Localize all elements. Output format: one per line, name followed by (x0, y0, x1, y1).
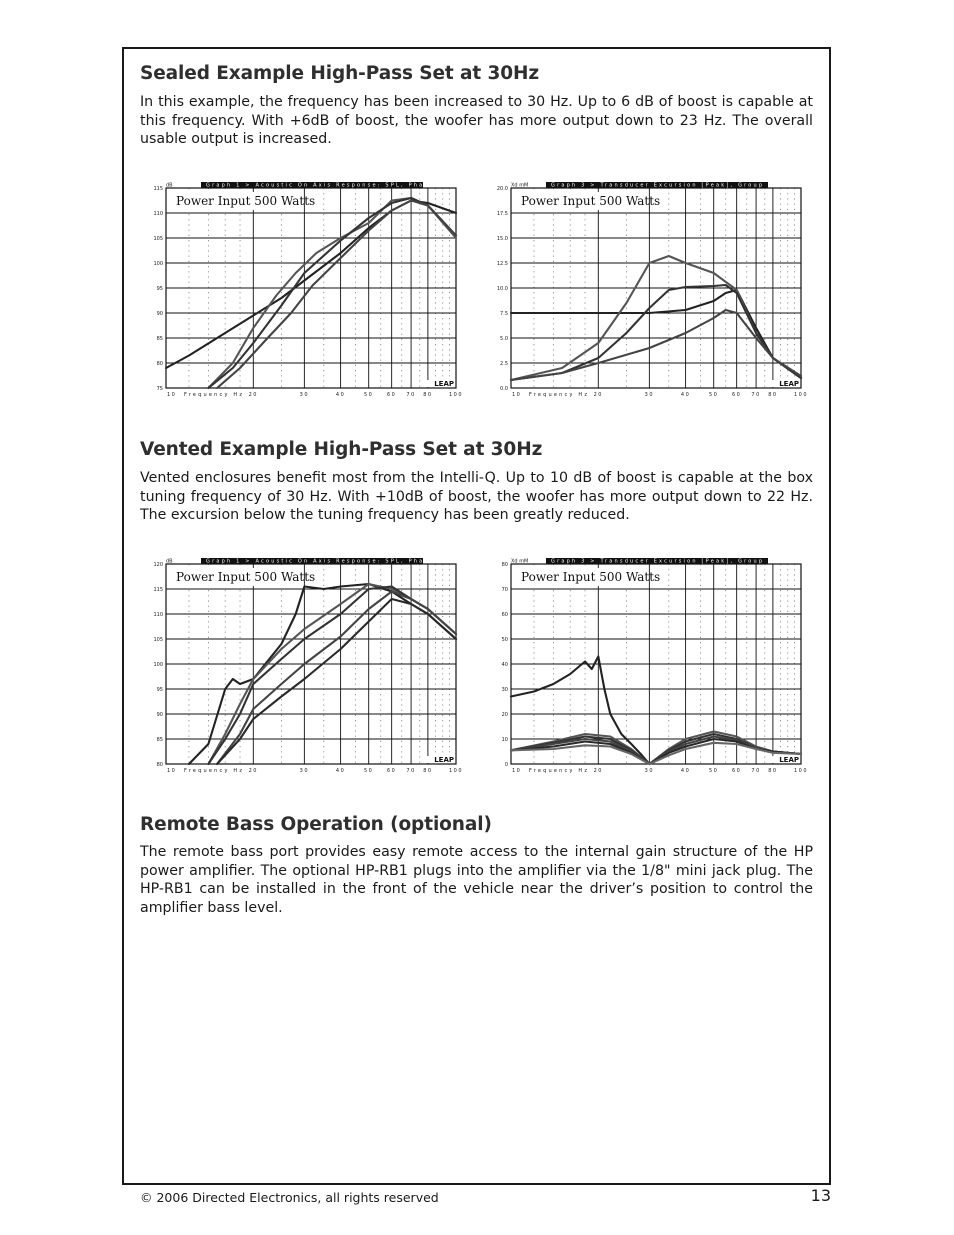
x-tick-label: 30 (644, 768, 655, 774)
chart-sealed-excursion (483, 178, 813, 400)
x-tick-label: 80 (423, 768, 433, 774)
y-tick-label: 85 (156, 336, 163, 342)
y-tick-label: 70 (501, 587, 508, 593)
y-tick-label: 100 (153, 261, 163, 267)
y-tick-label: 75 (156, 386, 163, 392)
chart-sealed-spl (138, 178, 468, 400)
annotation-text: Power Input 500 Watts (521, 194, 661, 208)
x-tick-label: 70 (751, 392, 761, 398)
y-tick-label: 90 (156, 311, 163, 317)
x-axis-label: Frequency Hz (529, 768, 590, 774)
y-tick-label: 80 (156, 762, 163, 768)
x-tick-label: 50 (709, 392, 719, 398)
y-tick-label: 110 (153, 211, 163, 217)
x-tick-label: 40 (680, 392, 691, 398)
y-tick-label: 10 (501, 737, 508, 743)
x-tick-label: 30 (299, 768, 310, 774)
x-tick-label: 100 (793, 768, 809, 774)
x-tick-label: 30 (644, 392, 655, 398)
y-tick-label: 17.5 (496, 211, 508, 217)
y-tick-label: 50 (501, 637, 508, 643)
x-tick-label: 20 (248, 768, 258, 774)
y-tick-label: 110 (153, 612, 163, 618)
y-tick-label: 115 (153, 186, 163, 192)
x-tick-label: 60 (386, 768, 397, 774)
x-tick-label: 60 (386, 392, 397, 398)
chart-sealed-excursion-svg (483, 178, 813, 400)
x-tick-label: 50 (364, 768, 374, 774)
section-body-remote-bass: The remote bass port provides easy remote access to the internal gain structure of the HP power amplifier. The optional HP-RB1 plugs into the amplifier via the 1/8" mini jack plug. The HP-RB1 can be installed in the front of the vehicle near the driver’s position to control the amplifier bass level. (140, 844, 813, 916)
x-tick-label: 50 (364, 392, 374, 398)
y-tick-label: 115 (153, 587, 163, 593)
x-tick-label: 40 (680, 768, 691, 774)
y-tick-label: 20 (501, 712, 508, 718)
y-tick-label: 95 (156, 286, 163, 292)
y-tick-label: 80 (156, 361, 163, 367)
chart-vented-spl (138, 554, 468, 776)
y-tick-label: 80 (501, 562, 508, 568)
y-tick-label: 105 (153, 236, 163, 242)
x-tick-label: 70 (406, 392, 416, 398)
x-tick-label: 100 (448, 392, 464, 398)
x-tick-label: 20 (593, 392, 603, 398)
x-axis-label: Frequency Hz (184, 768, 245, 774)
x-axis-label: Frequency Hz (184, 392, 245, 398)
section-title-remote-bass: Remote Bass Operation (optional) (140, 814, 492, 835)
x-tick-label: 100 (448, 768, 464, 774)
leap-logo: LEAP (779, 380, 799, 388)
y-tick-label: 15.0 (496, 236, 508, 242)
x-tick-label: 20 (248, 392, 258, 398)
x-tick-label: 10 (167, 392, 177, 398)
y-tick-label: 100 (153, 662, 163, 668)
chart-vented-excursion (483, 554, 813, 776)
x-tick-label: 40 (335, 392, 346, 398)
chart-vented-excursion-svg (483, 554, 813, 776)
y-tick-label: 60 (501, 612, 508, 618)
chart-sealed-spl-svg (138, 178, 468, 400)
leap-logo: LEAP (434, 756, 454, 764)
y-tick-label: 0 (504, 762, 508, 768)
y-tick-label: 5.0 (500, 336, 508, 342)
leap-logo: LEAP (434, 380, 454, 388)
unit-label: dB (166, 182, 173, 189)
x-tick-label: 100 (793, 392, 809, 398)
x-tick-label: 60 (731, 392, 742, 398)
x-tick-label: 70 (751, 768, 761, 774)
x-tick-label: 80 (423, 392, 433, 398)
x-tick-label: 10 (512, 392, 522, 398)
graph-header-text: Graph 1 > Acoustic On Axis Response: SPL, Phase (206, 558, 435, 565)
y-tick-label: 85 (156, 737, 163, 743)
y-tick-label: 30 (501, 687, 508, 693)
graph-header-text: Graph 3 > Transducer Excursion [Peak], Group Delay (551, 558, 794, 565)
page-number: 13 (810, 1186, 831, 1205)
x-tick-label: 80 (768, 392, 778, 398)
unit-label: dB (166, 558, 173, 565)
section-title-sealed: Sealed Example High-Pass Set at 30Hz (140, 63, 540, 84)
y-tick-label: 7.5 (500, 311, 508, 317)
y-tick-label: 20.0 (496, 186, 508, 192)
leap-logo: LEAP (779, 756, 799, 764)
x-tick-label: 30 (299, 392, 310, 398)
x-tick-label: 70 (406, 768, 416, 774)
y-tick-label: 120 (153, 562, 163, 568)
y-tick-label: 40 (501, 662, 508, 668)
graph-header-text: Graph 3 > Transducer Excursion [Peak], Group Delay (551, 182, 794, 189)
x-tick-label: 10 (167, 768, 177, 774)
x-tick-label: 40 (335, 768, 346, 774)
y-tick-label: 12.5 (496, 261, 508, 267)
footer-copyright: © 2006 Directed Electronics, all rights reserved (140, 1190, 439, 1205)
unit-label: Xd mM (511, 558, 529, 565)
x-axis-label: Frequency Hz (529, 392, 590, 398)
y-tick-label: 90 (156, 712, 163, 718)
y-tick-label: 2.5 (500, 361, 508, 367)
section-title-vented: Vented Example High-Pass Set at 30Hz (140, 439, 543, 460)
section-body-sealed: In this example, the frequency has been increased to 30 Hz. Up to 6 dB of boost is capable at this frequency. With +6dB of boost, the woofer has more output down to 23 Hz. The overall usable output is increased. (140, 94, 813, 148)
annotation-text: Power Input 500 Watts (176, 570, 316, 584)
y-tick-label: 105 (153, 637, 163, 643)
y-tick-label: 0.0 (500, 386, 508, 392)
x-tick-label: 60 (731, 768, 742, 774)
graph-header-text: Graph 1 > Acoustic On Axis Response: SPL, Phase (206, 182, 435, 189)
section-body-vented: Vented enclosures benefit most from the Intelli-Q. Up to 10 dB of boost is capable at the box tuning frequency of 30 Hz. With +10dB of boost, the woofer has more output down to 22 Hz. The excursion below the tuning frequency has been greatly reduced. (140, 470, 813, 524)
x-tick-label: 20 (593, 768, 603, 774)
unit-label: Xd mM (511, 182, 529, 189)
annotation-text: Power Input 500 Watts (521, 570, 661, 584)
y-tick-label: 10.0 (496, 286, 508, 292)
x-tick-label: 10 (512, 768, 522, 774)
x-tick-label: 80 (768, 768, 778, 774)
chart-vented-spl-svg (138, 554, 468, 776)
y-tick-label: 95 (156, 687, 163, 693)
annotation-text: Power Input 500 Watts (176, 194, 316, 208)
x-tick-label: 50 (709, 768, 719, 774)
